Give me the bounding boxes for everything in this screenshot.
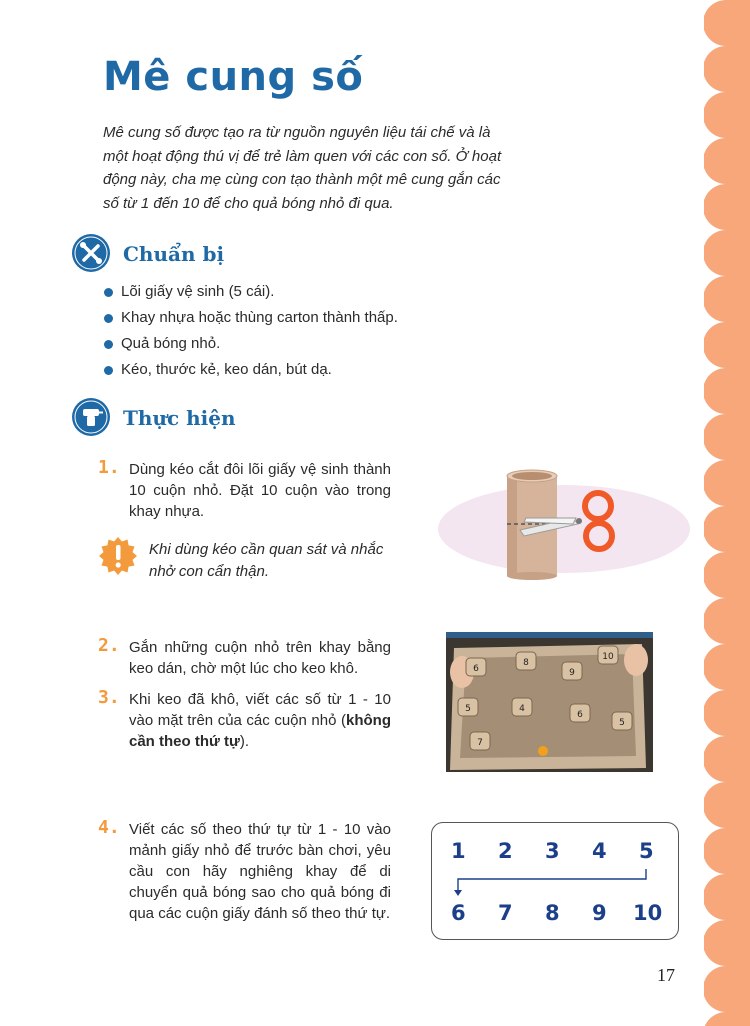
list-item-text: Quả bóng nhỏ. [121,335,221,352]
section-title-perform: Thực hiện [123,406,236,430]
roll-number: 10 [602,652,614,662]
tray-photo [446,632,653,772]
step-text: Gắn những cuộn nhỏ trên khay bằng keo dán, chờ một lúc cho keo khô. [129,639,391,677]
bullet-dot [104,366,113,375]
sequence-number: 9 [592,901,607,925]
section-title-prepare: Chuẩn bị [123,242,225,266]
roll-number: 8 [523,658,529,668]
roll-number: 6 [577,710,583,720]
step-number: 1. [98,457,120,478]
sequence-number: 4 [592,839,607,863]
intro-paragraph: Mê cung số được tạo ra từ nguồn nguyên liệu tái chế và là một hoạt động thú vị để trẻ làm quen với các con số. Ở hoạt động này, cha mẹ cùng con tạo thành một mê cung gắn các số từ 1 đến 10 để cho quả bóng nhỏ đi qua. [103,124,502,212]
step-number: 2. [98,635,120,656]
step-text: Viết các số theo thứ tự từ 1 - 10 vào mảnh giấy nhỏ để trước bàn chơi, yêu cầu con hãy nghiêng khay để di chuyển quả bóng sao cho quả bóng đi qua các cuộn giấy đánh số theo thứ tự. [129,821,391,922]
bullet-dot [104,314,113,323]
roll-number: 5 [465,704,471,714]
sequence-number: 7 [498,901,513,925]
scalloped-page-edge [704,0,750,1026]
hand-drill-icon [72,398,110,436]
step-text: Dùng kéo cắt đôi lõi giấy vệ sinh thành 10 cuộn nhỏ. Đặt 10 cuộn vào trong khay nhựa. [129,461,391,520]
step-text: Khi keo đã khô, viết các số từ 1 - 10 vào mặt trên của các cuộn nhỏ (không cần theo thứ tự). [129,691,391,750]
sequence-number: 2 [498,839,513,863]
roll-number: 9 [569,668,575,678]
roll-number: 5 [619,718,625,728]
sequence-arrow [452,869,652,897]
step-number: 4. [98,817,120,838]
roll-number: 7 [477,738,483,748]
page-title: Mê cung số [103,54,364,100]
scissors-cutting-tube-illustration [438,462,690,580]
list-item-text: Khay nhựa hoặc thùng carton thành thấp. [121,309,398,326]
page-number: 17 [657,965,675,985]
sequence-number: 5 [639,839,654,863]
bullet-dot [104,340,113,349]
list-item [104,360,398,386]
list-item-text: Lõi giấy vệ sinh (5 cái). [121,283,275,300]
warning-text: Khi dùng kéo cần quan sát và nhắc nhở con cẩn thận. [149,541,384,580]
list-item [104,282,398,308]
emphasis-text: không cần theo thứ tự [129,712,391,750]
list-item-text: Kéo, thước kẻ, keo dán, bút dạ. [121,361,332,378]
roll-number: 6 [473,664,479,674]
sequence-number: 3 [545,839,560,863]
materials-list [104,282,398,386]
sequence-number: 8 [545,901,560,925]
bullet-dot [104,288,113,297]
tools-icon [72,234,110,272]
sequence-number: 10 [633,901,663,925]
number-sequence-card [431,822,679,940]
list-item [104,334,398,360]
sequence-number: 6 [451,901,466,925]
roll-number: 4 [519,704,525,714]
warning-icon [98,536,138,576]
sequence-number: 1 [451,839,466,863]
list-item [104,308,398,334]
step-number: 3. [98,687,120,708]
